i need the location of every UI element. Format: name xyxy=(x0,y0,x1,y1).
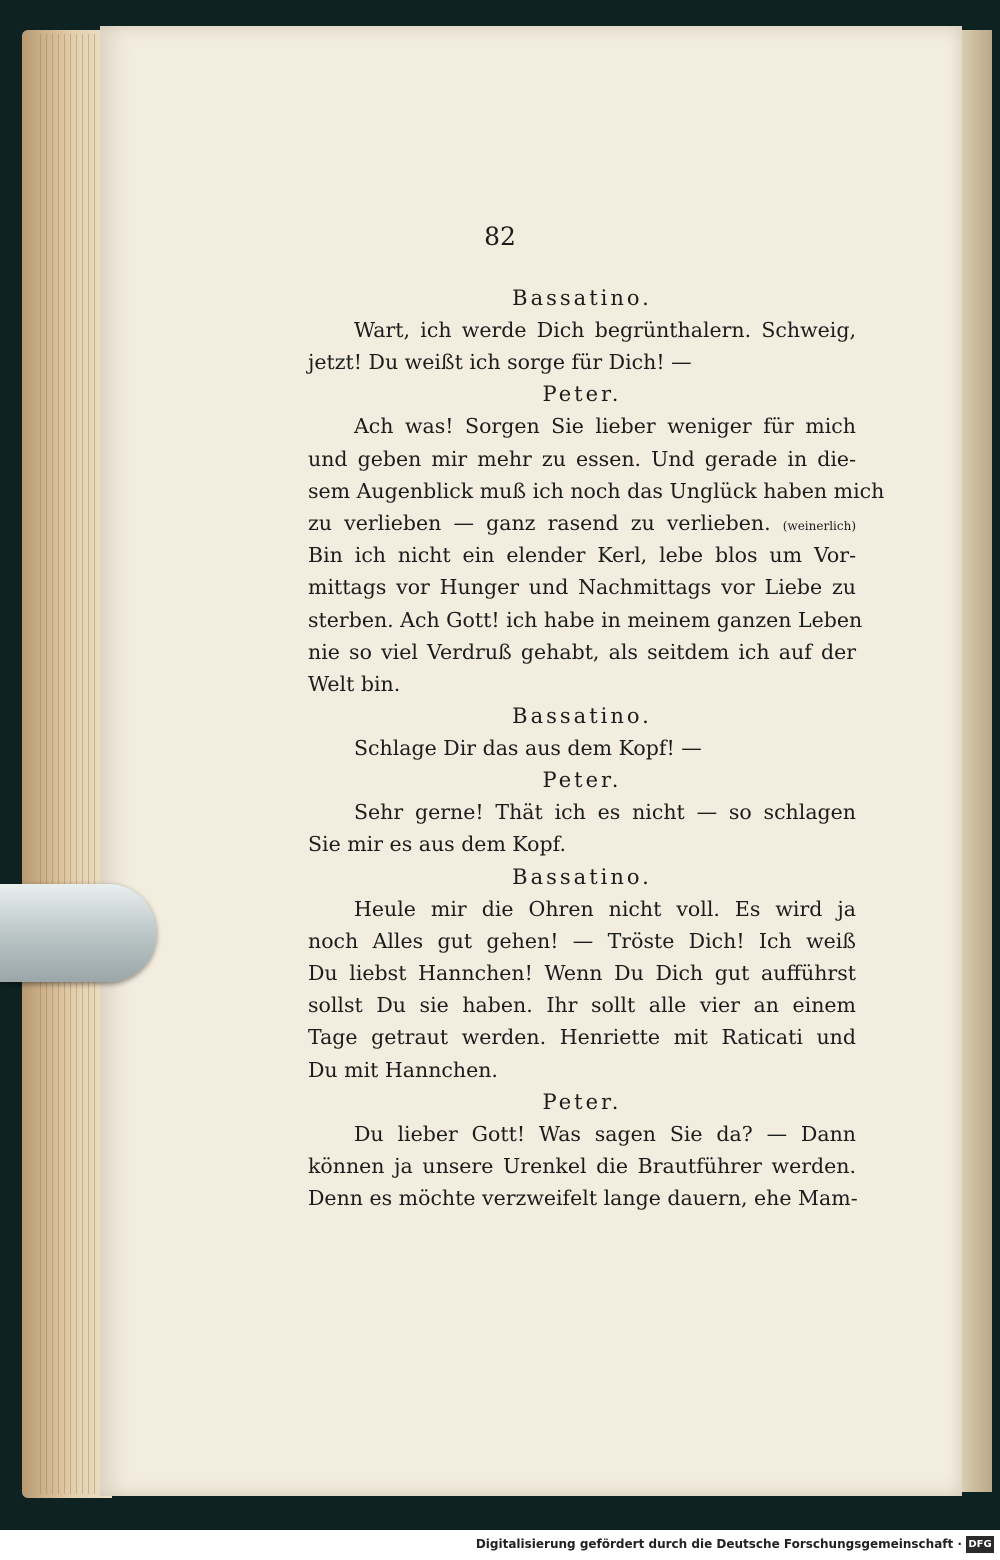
scanner-clip xyxy=(0,884,156,982)
line-text: Du mit Hannchen. xyxy=(308,1057,498,1082)
line-text: zu verlieben — ganz rasend zu verlieben. xyxy=(308,510,771,535)
text-line xyxy=(308,346,856,378)
line-text: mittags vor Hunger und Nachmittags vor Liebe zu xyxy=(308,575,856,600)
line-text: Ach was! Sorgen Sie lieber weniger für mich xyxy=(354,414,856,439)
text-line xyxy=(308,1021,856,1053)
text-line xyxy=(308,636,856,668)
text-line xyxy=(308,507,856,539)
line-text: sollst Du sie haben. Ihr sollt alle vier an einem xyxy=(308,993,856,1018)
text-line xyxy=(308,732,856,764)
speaker-label: Bassatino. xyxy=(512,704,652,729)
text-line xyxy=(308,604,863,636)
text-line xyxy=(308,443,856,475)
line-text: noch Alles gut gehen! — Tröste Dich! Ich weiß xyxy=(308,928,856,953)
text-line xyxy=(308,1182,856,1214)
footer-credit: Digitalisierung gefördert durch die Deutsche Forschungsgemeinschaft · xyxy=(475,1537,962,1551)
line-text: Welt bin. xyxy=(308,671,401,696)
speaker-label: Peter. xyxy=(542,768,622,793)
line-text: sterben. Ach Gott! ich habe in meinem ganzen Leben xyxy=(308,607,863,632)
text-line xyxy=(308,893,856,925)
speaker-name xyxy=(308,378,856,410)
text-line xyxy=(308,925,856,957)
text-line xyxy=(308,1118,856,1150)
text-line xyxy=(308,828,856,860)
line-text: Tage getraut werden. Henriette mit Raticati und xyxy=(308,1025,856,1050)
speaker-name xyxy=(308,764,856,796)
line-text: und geben mir mehr zu essen. Und gerade in die- xyxy=(308,446,856,471)
line-text: jetzt! Du weißt ich sorge für Dich! — xyxy=(308,350,692,375)
line-text: Schlage Dir das aus dem Kopf! — xyxy=(354,736,702,761)
speaker-label: Peter. xyxy=(542,1089,622,1114)
text-line xyxy=(308,989,856,1021)
speaker-label: Bassatino. xyxy=(512,286,652,310)
line-text: können ja unsere Urenkel die Brautführer werden. xyxy=(308,1153,856,1178)
line-text: Wart, ich werde Dich begrünthalern. Schweig, xyxy=(354,318,856,342)
line-text: Sie mir es aus dem Kopf. xyxy=(308,832,567,857)
text-line xyxy=(308,475,885,507)
dfg-logo: DFG xyxy=(966,1536,994,1553)
line-text: Bin ich nicht ein elender Kerl, lebe blos um Vor- xyxy=(308,543,856,568)
text-line xyxy=(308,668,856,700)
line-text: Denn es möchte verzweifelt lange dauern, ehe Mam- xyxy=(308,1186,858,1211)
text-line xyxy=(308,571,856,603)
line-text: Du liebst Hannchen! Wenn Du Dich gut aufführst xyxy=(308,961,856,985)
text-line xyxy=(308,796,856,828)
page-number: 82 xyxy=(484,222,516,251)
speaker-label: Peter. xyxy=(542,382,622,407)
page-text xyxy=(308,282,885,1214)
text-line xyxy=(308,1054,856,1086)
line-text: sem Augenblick muß ich noch das Unglück haben mich xyxy=(308,478,885,503)
text-line xyxy=(308,539,856,571)
speaker-label: Bassatino. xyxy=(512,864,652,889)
line-text: Sehr gerne! Thät ich es nicht — so schlagen xyxy=(354,800,856,825)
line-text: Du lieber Gott! Was sagen Sie da? — Dann xyxy=(354,1121,856,1146)
speaker-name xyxy=(308,282,856,314)
text-line xyxy=(308,957,856,989)
line-text: Heule mir die Ohren nicht voll. Es wird ja xyxy=(354,896,856,921)
line-text: nie so viel Verdruß gehabt, als seitdem ich auf der xyxy=(308,639,856,664)
text-line xyxy=(308,410,856,442)
speaker-name xyxy=(308,1086,856,1118)
speaker-name xyxy=(308,861,856,893)
speaker-name xyxy=(308,700,856,732)
stage-direction: (weinerlich) xyxy=(782,518,856,533)
footer-bar xyxy=(0,1530,1000,1560)
text-line xyxy=(308,314,856,346)
text-line xyxy=(308,1150,856,1182)
